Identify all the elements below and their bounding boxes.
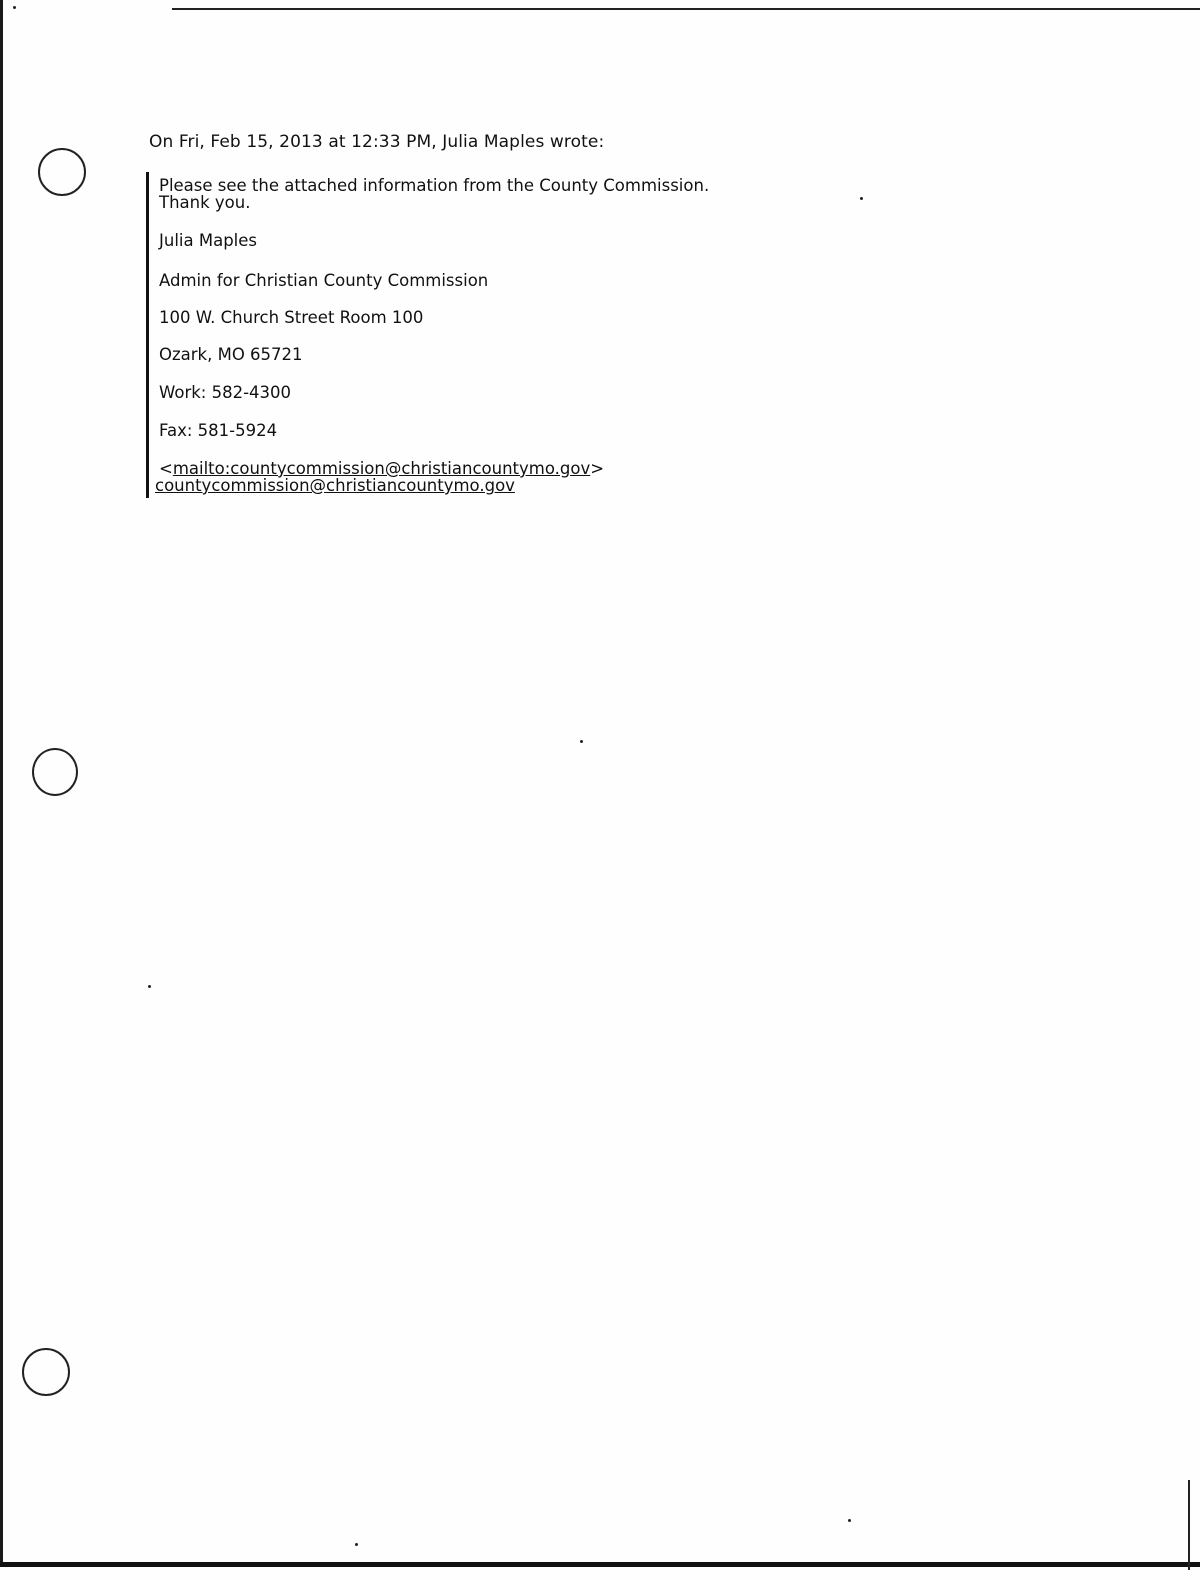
punch-hole-icon [38, 148, 86, 196]
message-line: Please see the attached information from the County Commission. [159, 176, 710, 195]
scan-edge-bottom-margin [0, 1567, 1200, 1580]
scan-edge-top [172, 8, 1200, 10]
mailto-suffix: > [590, 459, 605, 478]
signature-city: Ozark, MO 65721 [159, 345, 303, 364]
scan-speck [860, 197, 863, 200]
scan-speck [580, 740, 583, 743]
signature-email [155, 477, 515, 494]
scan-speck [148, 985, 151, 988]
signature-mailto [159, 460, 604, 477]
quoted-message [146, 172, 859, 498]
scan-speck [848, 1519, 851, 1522]
signature-title: Admin for Christian County Commission [159, 271, 489, 290]
message-line: Thank you. [159, 193, 251, 212]
signature-fax: Fax: 581-5924 [159, 421, 278, 440]
signature-name: Julia Maples [159, 231, 258, 250]
email-reply-header: On Fri, Feb 15, 2013 at 12:33 PM, Julia Maples wrote: [149, 132, 605, 152]
email-link[interactable]: countycommission@christiancountymo.gov [155, 476, 515, 495]
scan-edge-right [1188, 1480, 1190, 1570]
signature-address: 100 W. Church Street Room 100 [159, 308, 424, 327]
punch-hole-icon [22, 1348, 70, 1396]
mailto-prefix: < [159, 459, 173, 478]
scan-speck [355, 1543, 358, 1546]
signature-work-phone: Work: 582-4300 [159, 383, 292, 402]
punch-hole-icon [32, 748, 78, 796]
mailto-link[interactable]: mailto:countycommission@christiancountymo.gov [172, 459, 591, 478]
scan-edge-left [0, 0, 3, 1580]
scan-speck [13, 6, 16, 9]
